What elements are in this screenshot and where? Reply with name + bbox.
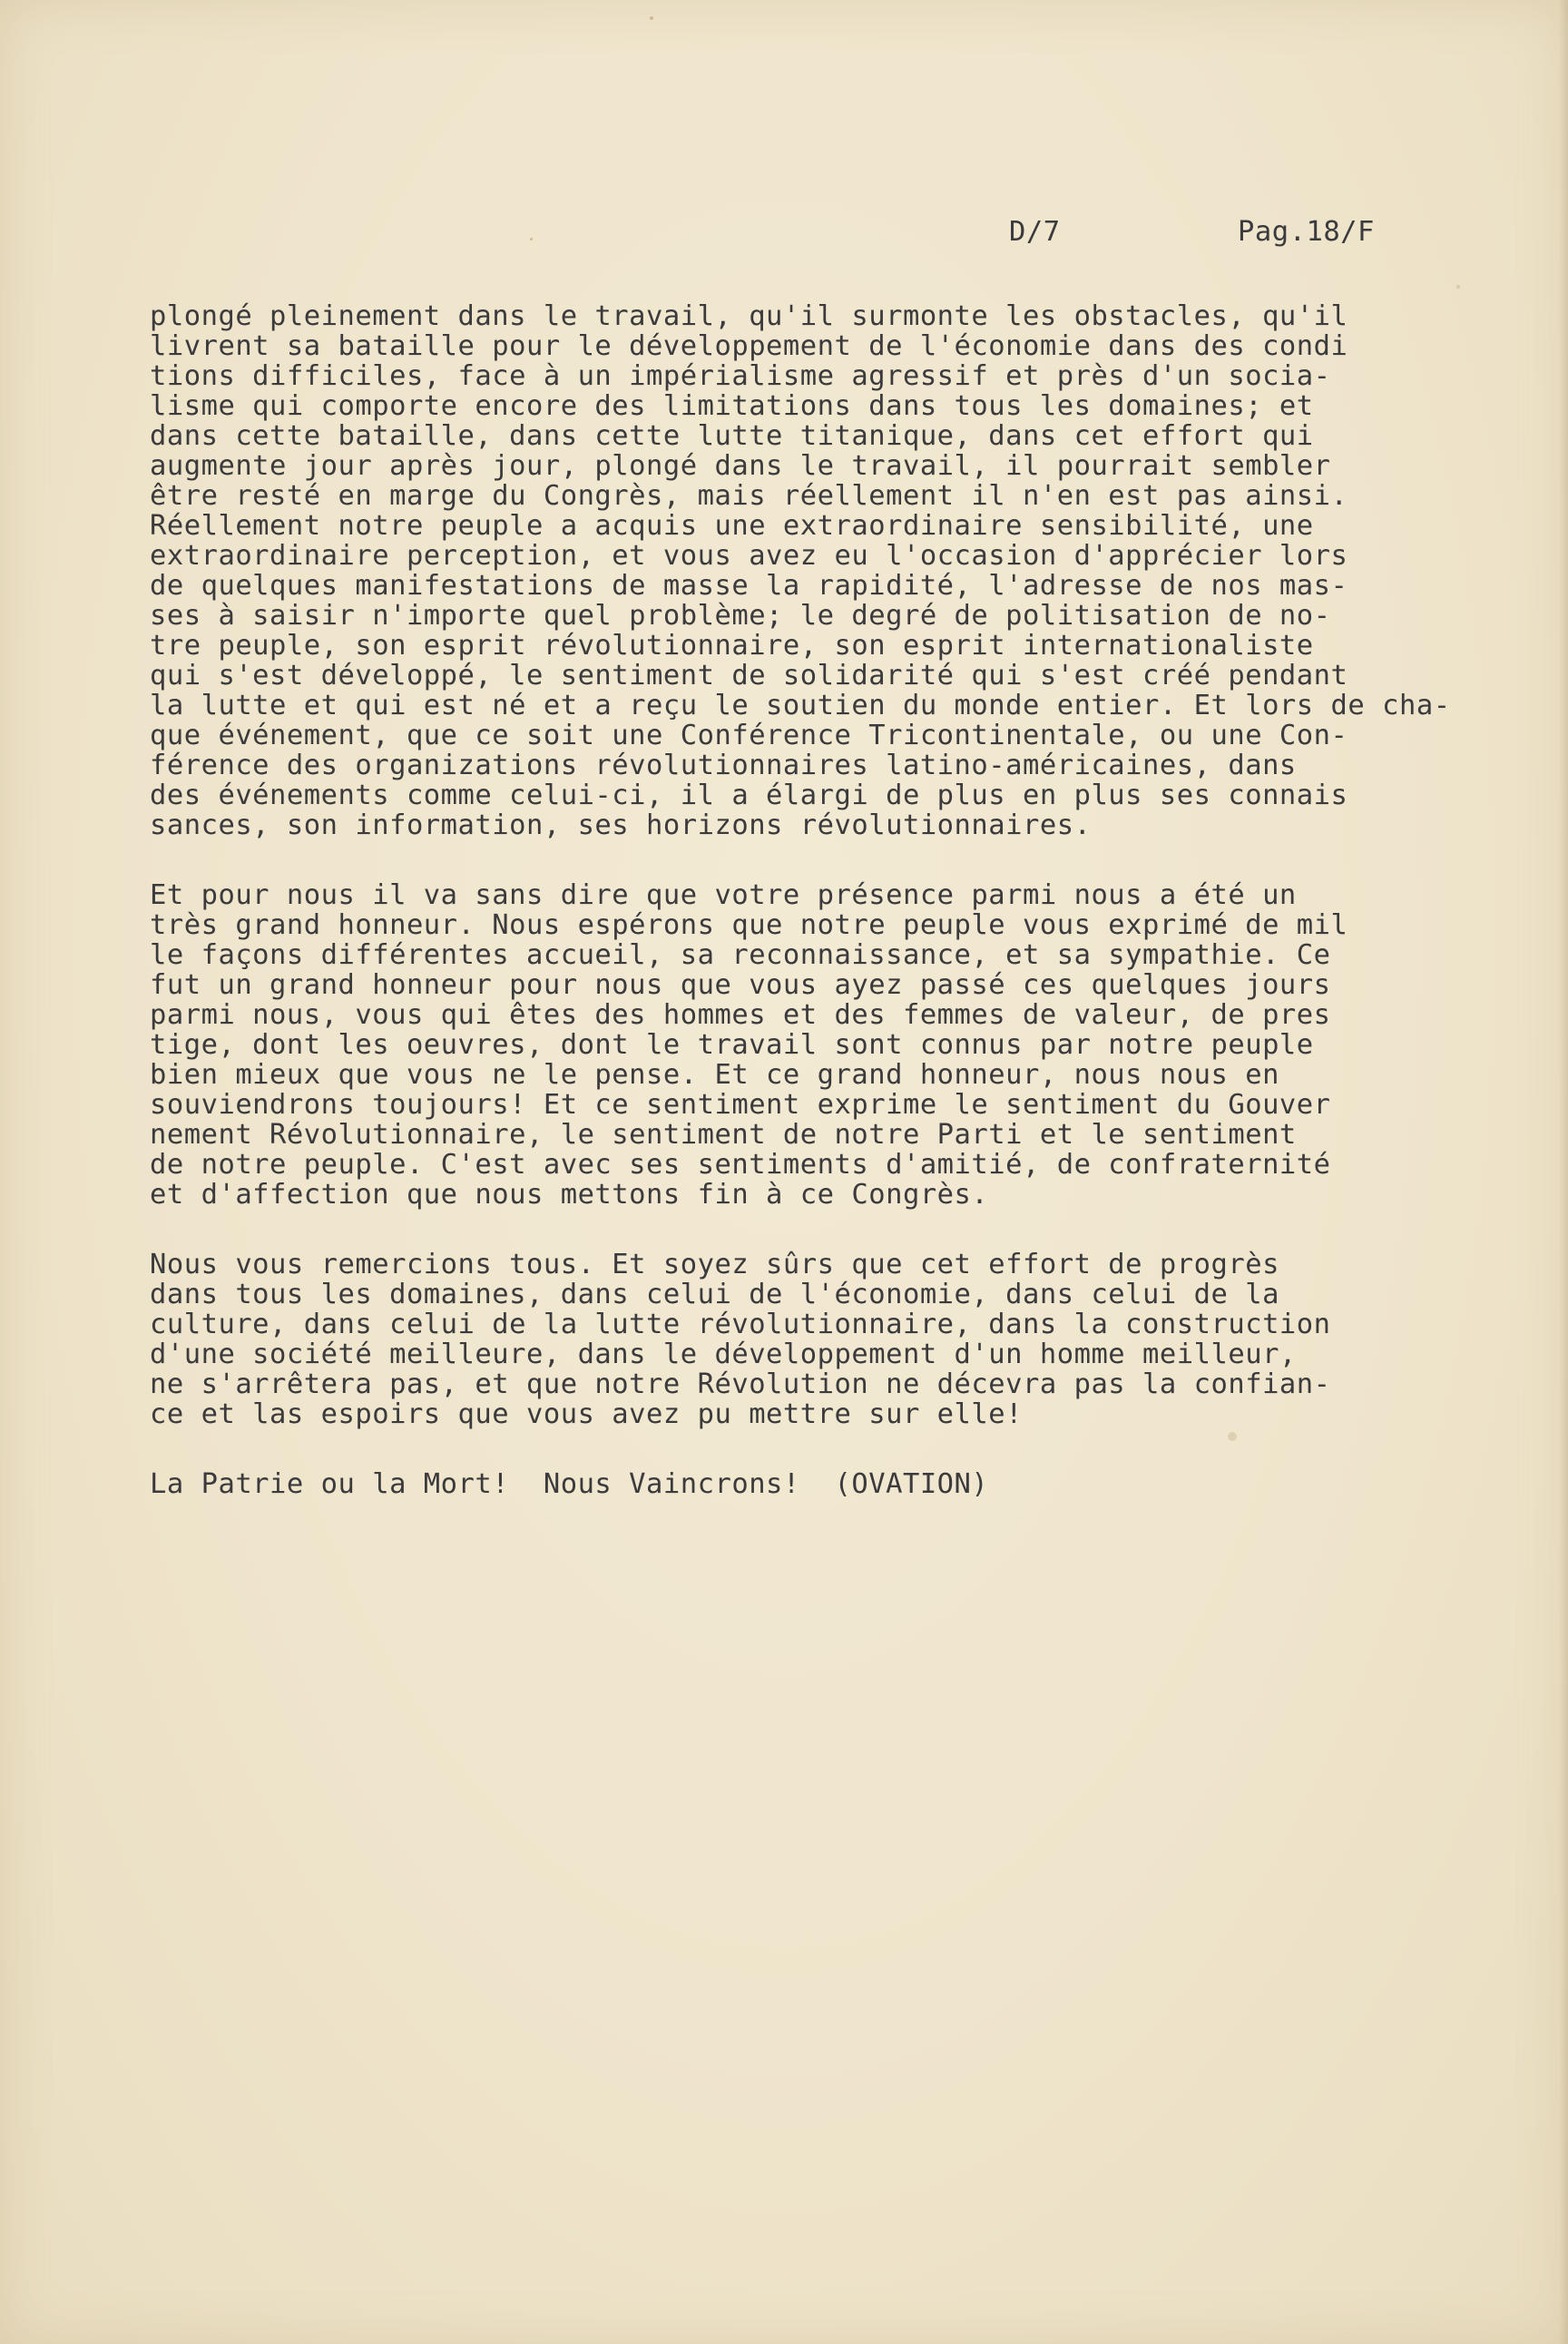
text-line: parmi nous, vous qui êtes des hommes et des femmes de valeur, de pres [150,999,1331,1031]
text-line: être resté en marge du Congrès, mais réellement il n'en est pas ainsi. [150,480,1348,512]
text-line: nement Révolutionnaire, le sentiment de notre Parti et le sentiment [150,1119,1297,1151]
page-number: Pag.18/F [1238,216,1375,248]
text-line: augmente jour après jour, plongé dans le travail, il pourrait sembler [150,450,1331,482]
text-line: dans tous les domaines, dans celui de l'économie, dans celui de la [150,1279,1279,1310]
text-line: extraordinaire perception, et vous avez eu l'occasion d'apprécier lors [150,540,1348,572]
text-line: tige, dont les oeuvres, dont le travail sont connus par notre peuple [150,1029,1314,1061]
text-line: lisme qui comporte encore des limitations dans tous les domaines; et [150,390,1314,422]
text-line: de notre peuple. C'est avec ses sentiments d'amitié, de confraternité [150,1149,1331,1181]
text-line: le façons différentes accueil, sa reconnaissance, et sa sympathie. Ce [150,939,1331,971]
text-line: Et pour nous il va sans dire que votre présence parmi nous a été un [150,879,1297,911]
document-reference: D/7 [1009,216,1061,248]
paragraph [150,1250,1475,1429]
text-line: bien mieux que vous ne le pense. Et ce grand honneur, nous nous en [150,1059,1279,1091]
text-line: et d'affection que nous mettons fin à ce Congrès. [150,1179,989,1211]
text-line: tions difficiles, face à un impérialisme agressif et près d'un socia- [150,360,1331,392]
text-line: que événement, que ce soit une Conférence Tricontinentale, ou une Con- [150,720,1348,751]
text-line: souviendrons toujours! Et ce sentiment exprime le sentiment du Gouver [150,1089,1331,1121]
paper-edge-shadow [1559,0,1568,2344]
text-line: ne s'arrêtera pas, et que notre Révolution ne décevra pas la confian- [150,1368,1331,1400]
text-line: férence des organizations révolutionnaires latino-américaines, dans [150,750,1297,781]
text-line: ses à saisir n'importe quel problème; le degré de politisation de no- [150,600,1331,632]
text-line: la lutte et qui est né et a reçu le soutien du monde entier. Et lors de cha- [150,690,1451,721]
text-line: Nous vous remercions tous. Et soyez sûrs que cet effort de progrès [150,1249,1279,1280]
paragraph [150,880,1475,1210]
text-line: d'une société meilleure, dans le développement d'un homme meilleur, [150,1339,1297,1370]
text-line: Réellement notre peuple a acquis une extraordinaire sensibilité, une [150,510,1314,542]
text-line: des événements comme celui-ci, il a élargi de plus en plus ses connais [150,780,1348,811]
paper-speck [650,16,653,20]
paragraph [150,301,1475,840]
text-line: livrent sa bataille pour le développement de l'économie dans des condi [150,330,1348,362]
text-line: culture, dans celui de la lutte révolutionnaire, dans la construction [150,1309,1331,1340]
page-header [0,216,1568,256]
text-line: de quelques manifestations de masse la rapidité, l'adresse de nos mas- [150,570,1348,602]
text-line: fut un grand honneur pour nous que vous ayez passé ces quelques jours [150,969,1331,1001]
text-line: dans cette bataille, dans cette lutte titanique, dans cet effort qui [150,420,1314,452]
paper-speck [1456,285,1460,289]
text-line: ce et las espoirs que vous avez pu mettre sur elle! [150,1398,1023,1430]
text-line: sances, son information, ses horizons révolutionnaires. [150,809,1092,841]
text-line: tre peuple, son esprit révolutionnaire, son esprit internationaliste [150,630,1314,662]
text-line: qui s'est développé, le sentiment de solidarité qui s'est créé pendant [150,660,1348,691]
speech-text [150,301,1475,1499]
text-line: très grand honneur. Nous espérons que notre peuple vous exprimé de mil [150,909,1348,941]
closing-line: La Patrie ou la Mort! Nous Vaincrons! (OVATION) [150,1468,989,1500]
text-line: plongé pleinement dans le travail, qu'il surmonte les obstacles, qu'il [150,300,1348,332]
